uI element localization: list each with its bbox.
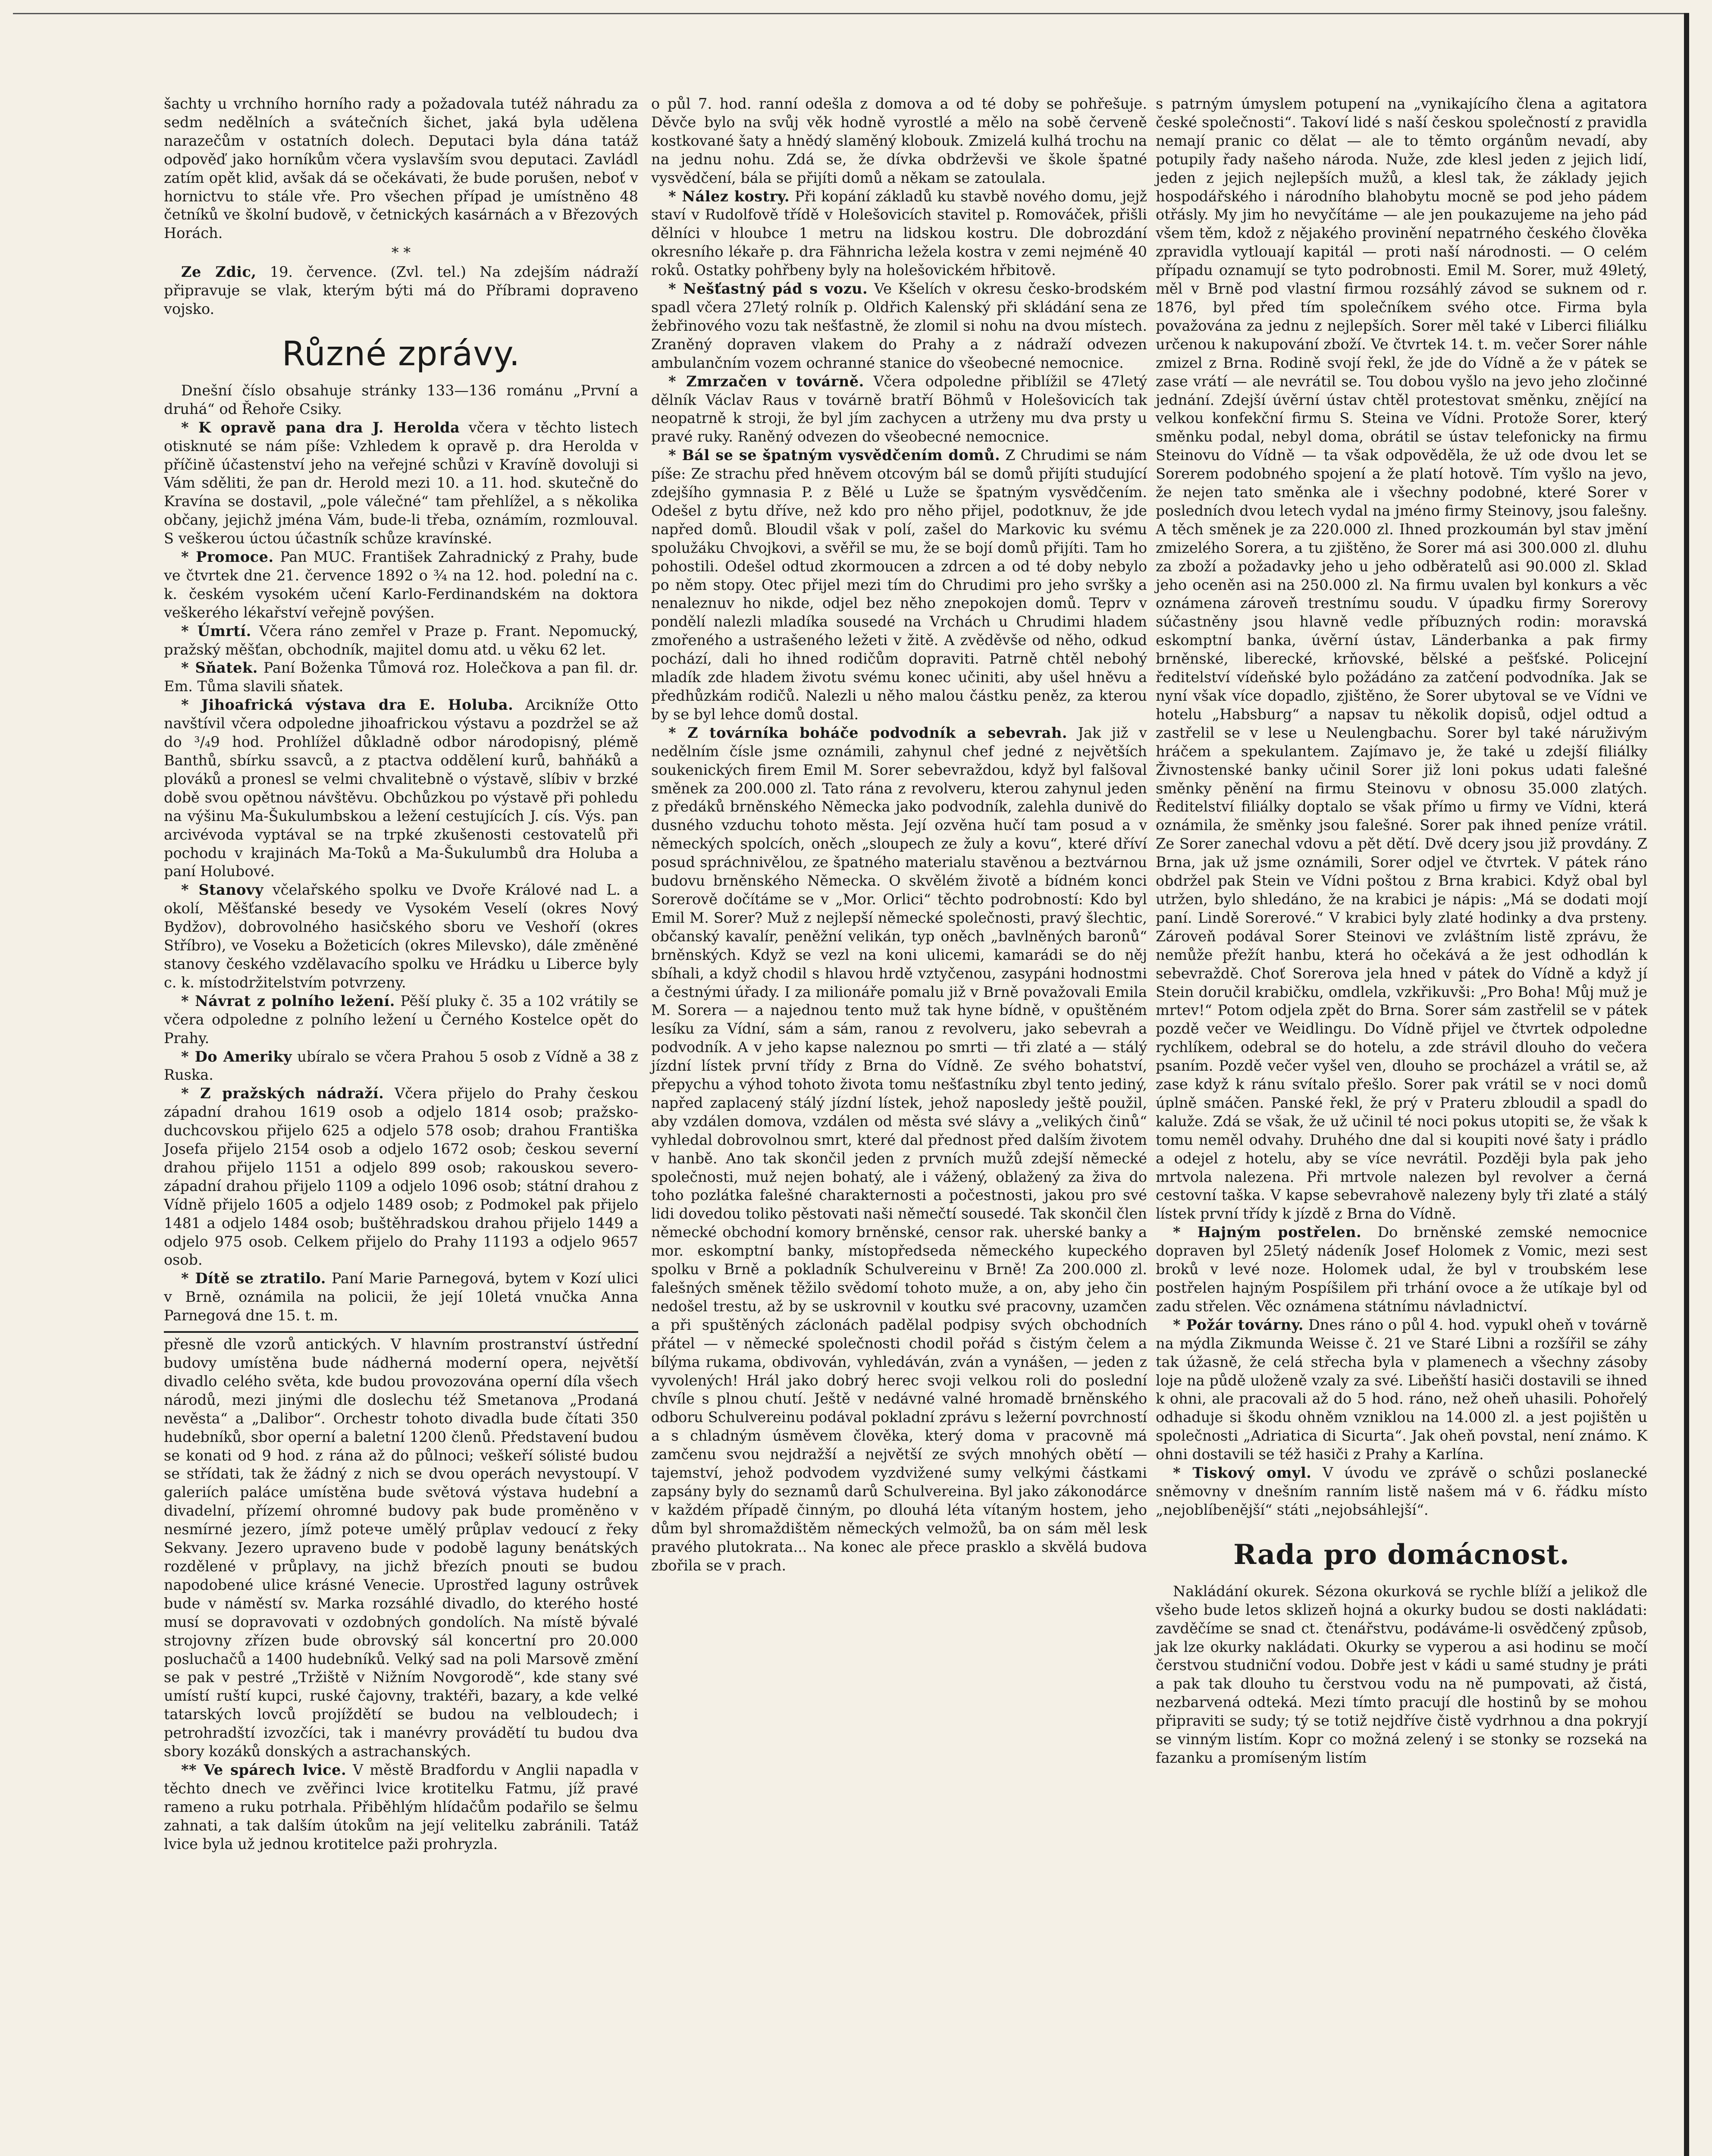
article-heading: * Dítě se ztratilo. [181, 1270, 326, 1287]
article-body: Arcikníže Otto navštívil včera odpoledne jihoafrickou výstavu a pozdržel se až do ³/₄9 hod. Prohlížel důkladně odbor národopisný, plémě Banthů, sbírku ssavců, a z ptactva oddělení kurů, bahňáků a plováků a pronesl se velmi chvalitebně o výstavě, slíbiv v brzké době svou opětnou návštěvu. Obchůzkou po výstavě při pohledu na výšinu Ma-Šukulumbskou a ležení cestujících J. cís. Výs. pan arcivévoda vyptával se na trpké zkušenosti cestovatelů při pochodu v krajinách Ma-Toků a Ma-Šukulumbů dra Holuba a paní Holubové. [164, 696, 638, 880]
article-heading: * Návrat z polního ležení. [181, 992, 395, 1009]
article-body: Dnes ráno o půl 4. hod. vypukl oheň v továrně na mýdla Zikmunda Weisse č. 21 ve Staré Libni a rozšířil se záhy tak úžasně, že celá střecha byla v plamenech a všechny zásoby loje na půdě uloženě vzaly za své. Libeňští hasiči dostavili se ihned k ohni, ale pracovali až do 5 hod. ráno, než oheň uhasili. Pohořelý odhaduje si škodu ohněm vzniklou na 14.000 zl. a jest pojištěn u společnosti „Adriatica di Sicurta“. Jak oheň povstal, není známo. K ohni dostavili se též hasiči z Prahy a Karlína. [1156, 1316, 1647, 1463]
separator-stars: * * [391, 244, 411, 261]
article-navrat [164, 992, 638, 1048]
article-body: ubíralo se včera Prahou 5 osob z Vídně a 38 z Ruska. [164, 1048, 638, 1084]
article-umrti [164, 622, 638, 659]
section-title-rada-pro-domacnost: Rada pro domácnost. [1233, 1538, 1570, 1571]
column-1 [164, 95, 638, 1853]
column-2 [651, 95, 1147, 1575]
article-heading: * Jihoafrická výstava dra E. Holuba. [181, 696, 514, 714]
article-heading: * Do Ameriky [181, 1048, 292, 1065]
article-tovarne [651, 373, 1147, 447]
article-body: Paní Boženka Tůmová roz. Holečkova a pan fil. dr. Em. Tůma slavili sňatek. [164, 659, 638, 695]
article-podvodnik [651, 724, 1147, 1575]
right-edge-rule [1684, 13, 1689, 2156]
article-heading: * Zmrzačen v továrně. [668, 373, 864, 390]
article-body: V městě Bradfordu v Anglii napadla v těchto dnech ve zvěřinci lvice krotitelku Fatmu, jíž pravé rameno a ruku potrhala. Přiběhlým hlídačům podařilo se šelmu zahnati, a tak dalším útokům na její velitelku zabránili. Tatáž lvice byla už jednou krotitelce paži prohryzla. [164, 1761, 638, 1852]
article-continuation: šachty u vrchního horního rady a požadovala tutéž náhradu za sedm nedělních a svátečních šichet, jaká byla udělena narazečům v ostatních dolech. Deputaci byla dána tatáž odpověď jako horníkům včera vyslavším svou deputaci. Zavládl zatím opět klid, avšak dá se očekávati, že bude porušen, neboť v hornictvu to stále vře. Pro všechen případ je umístněno 48 četníků ve školní budově, v četnických kasárnách a v Březových Horách. [164, 95, 638, 242]
article-promoce [164, 548, 638, 622]
article-heading: * Z továrníka boháče podvodník a sebevrah. [668, 724, 1067, 741]
article-heading: Ze Zdic, [181, 263, 257, 281]
article-heading: * Hajným postřelen. [1173, 1224, 1362, 1241]
article-omyl [1156, 1464, 1647, 1520]
article-vystava [164, 696, 638, 881]
column-3 [1156, 95, 1647, 1767]
article-postrelen [1156, 1223, 1647, 1316]
article-nadrazi [164, 1084, 638, 1269]
article-heading: * Požár továrny. [1173, 1316, 1304, 1333]
article-body: 19. července. (Zvl. tel.) Na zdejším nádraží připravuje se vlak, kterým býti má do Příbrami dopraveno vojsko. [164, 263, 638, 317]
roman-notice: Dnešní číslo obsahuje stránky 133—136 románu „První a druhá“ od Řehoře Csiky. [164, 382, 638, 417]
article-amerika [164, 1048, 638, 1085]
column-divider [164, 1331, 638, 1333]
article-heading: * Stanovy [181, 881, 263, 899]
article-heading: * Z pražských nádraží. [181, 1085, 384, 1102]
article-body: Při kopání základů ku stavbě nového domu, jejž staví v Rudolfově třídě v Holešovicích stavitel p. Romováček, přišli dělníci v hloubce 1 metru na lidskou kostru. Dle dobrozdání okresního lékaře p. dra Fähnricha ležela kostra v zemi nejméně 40 roků. Ostatky pohřbeny byly na holešovickém hřbitově. [651, 188, 1148, 279]
article-bal [651, 446, 1147, 724]
article-heading: * Promoce. [181, 548, 274, 566]
article-body: včelařského spolku ve Dvoře Králové nad L. a okolí, Měšťanské besedy ve Vysokém Veselí (okres Nový Bydžov), dobrovolného hasičského sboru ve Veshoří (okres Stříbro), ve Voseku a Božeticích (okres Milevsko), dále změněné stanovy českého vzdělavacího spolku ve Hrádku u Liberce byly c. k. místodržitelstvím potvrzeny. [164, 881, 638, 991]
article-snatek [164, 659, 638, 696]
article-body: V úvodu ve zprávě o schůzi poslanecké sněmovny v dnešním ranním listě našem má v 6. řádku místo „nejoblíbenější“ státi „nejobsáhlejší“. [1156, 1464, 1647, 1518]
article-heading: * Nešťastný pád s vozu. [668, 280, 868, 298]
article-heading: * Tiskový omyl. [1173, 1464, 1312, 1482]
article-zdice [164, 263, 638, 319]
article-body: Pěší pluky č. 35 a 102 vrátily se včera odpoledne z polního ležení u Černého Kostelce opět do Prahy. [164, 992, 639, 1047]
article-body: včera v těchto listech otisknuté se nám píše: Vzhledem k opravě p. dra Herolda v příčině účastenství jeho na veřejné schůzi v Kravíně dovoluji si Vám sděliti, že pan dr. Herold mezi 10. a 11. hod. skutečně do Kravína se dostavil, „pole válečné“ tam přehlížel, a s několika občany, jejichž jména Vám, bude-li třeba, oznámím, rozmlouval. S veškerou úctou účastník schůze kravínské. [164, 419, 639, 547]
article-continuation: o půl 7. hod. ranní odešla z domova a od té doby se pohřešuje. Děvče bylo na svůj věk hodně vyrostlé a mělo na sobě červeně kostkované šaty a hnědý slaměný klobouk. Zmizelá kulhá trochu na na jednu nohu. Zdá se, že dívka obdrževši ve škole špatné vysvědčení, bála se přijíti domů a někam se zatoulala. [651, 95, 1147, 186]
article-body: Včera přijelo do Prahy českou západní drahou 1619 osob a odjelo 1814 osob; pražsko-duchcovskou přijelo 625 a odjelo 578 osob; drahou Františka Josefa přijelo 2154 osob a odjelo 1672 osob; českou severní drahou přijelo 1151 a odjelo 899 osob; rakouskou severo-západní drahou přijelo 1109 a odjelo 1096 osob; státní drahou z Vídně přijelo 1605 a odjelo 1489 osob; z Podmokel pak přijelo 1481 a odjelo 1484 osob; buštěhradskou drahou přijelo 1449 a odjelo 975 osob. Celkem přijelo do Prahy 11193 a odjelo 9657 osob. [164, 1085, 639, 1269]
article-pad [651, 280, 1147, 373]
article-body: Ve Kšelích v okresu česko-brodském spadl včera 27letý rolník p. Oldřich Kalenský při skládání sena ze žebřinového vozu tak nešťastně, že zlomil si nohu na dvou místech. Zraněný dopraven vlakem do Prahy a z nádraží odvezen ambulančním vozem ochranné stanice do všeobecné nemocnice. [651, 280, 1147, 371]
article-body: Do brněnské zemské nemocnice dopraven byl 25letý nádeník Josef Holomek z Vomic, mezi sest broků v levé noze. Holomek udal, že byl v troubském lese postřelen hajným Pospíšilem při trhání ovoce a že utíkaje byl od zadu střelen. Věc oznámena státnímu návladnictví. [1156, 1224, 1647, 1315]
article-dite [164, 1269, 638, 1325]
article-lvice [164, 1761, 638, 1854]
article-heading: * Bál se se špatným vysvědčením domů. [668, 447, 1000, 464]
article-heading: * K opravě pana dra J. Herolda [181, 419, 460, 436]
article-okurky: Nakládání okurek. Sézona okurková se rychle blíží a jelikož dle všeho bude letos sklizeň hojná a okurky budou se dosti nakládati: zavděčíme se snad ct. čtenářstvu, podáváme-li osvědčený způsob, jak lze okurky nakládati. Okurky se vyperou a asi hodinu se močí čerstvou studniční vodou. Dobře jest v kádi u samé studny je práti a pak tak dlouho tu čerstvou vodu na ně pumpovati, až čistá, nezbarvená odteká. Mezi tímto pracují dle hostinů by se mohou připraviti se sudy; tý se totiž nejdříve čistě vydrhnou a dna pokryjí se vinným listím. Kopr co možná zelený i se stonky se rozseká na fazanku a promíseným listím [1156, 1583, 1647, 1766]
article-body: Jak již v nedělním čísle jsme oznámili, zahynul chef jedné z největších soukenických firem Emil M. Sorer sebevraždou, když byl falšoval směnek za 200.000 zl. Tato rána z revolveru, kterou zahynul jeden z předáků brněnského Německa jako podvodník, zalehla dunivě do dusného vzduchu tohoto města. Její ozvěna hučí tam posud a v německých spolcích, oněch „sloupech ze žuly a kovu“, které dříví posud spráchnivělou, ze špatného materialu stavěnou a beztvárnou budovu brněnského Německa. O skvělém životě a bídném konci Sorerově dočítáme se v „Mor. Orlici“ těchto podrobností: Kdo byl Emil M. Sorer? Muž z nejlepší německé společnosti, pravý šlechtic, občanský kavalír, peněžní velikán, typ oněch „bavlněných baronů“ brněnských. Když se vezl na koni ulicemi, kamarádi se do něj sbíhali, a když chodil s hlavou hrdě vztyčenou, zasypáni hodnostmi a čestnými úřady. I za milionáře pomalu již v Brně považovali Emila M. Sorera — a najednou tento muž tak hyne bídně, v opuštěném lesíku za Vídní, sám a sám, ranou z revolveru, jako sebevrah a podvodník. A v jeho kapse naleznou po smrti — tři zlaté a — stálý jízdní lístek první třídy z Brna do Vídně. Ze svého bohatství, přepychu a výhod tohoto života tomu nešťastníku zbyl tento jediný, napřed zaplacený stálý jízdní lístek, jehož naposledy ještě použil, aby vzdálen domova, vzdálen od města své slávy a „velikých činů“ vyhledal dobrovolnou smrt, které dal přednost před dalším životem v hanbě. Ano tak skončil jeden z prvních mužů zdejší německé společnosti, muž nejen bohatý, ale i vážený, oblažený za živa do toho pozlátka falešné charakternosti a počestnosti, jakou pro své lidi dovedou toliko pěstovati naši němečtí sousedé. Tak skončil člen německé obchodní komory brněnské, censor rak. uherské banky a mor. eskomptní banky, místopředseda německého kupeckého spolku v Brně a pokladník Schulvereinu v Brně! Za 200.000 zl. falešných směnek těžilo svědomí tohoto muže, a on, aby jeho čin nedošel trestu, až by se uskrovnil v koutku své pracovny, uzamčen a při spuštěných záclonách padělal podpisy svých obchodních přátel — v německé společnosti chodil pořád s čistým čelem a bílýma rukama, obdivován, vyhledáván, zván a vynášen, — jeden z vyvolených! Hrál jako dobrý herec svoji velkou roli do poslední chvíle s plnou chutí. Ještě v nedávné valné hromadě brněnského odboru Schulvereinu podával pokladní zprávu s ležerní povrchností a s chladným úsměvem člověka, který doma v pracovně má zamčenu svou nejdražší a největší ze svých mnohých obětí — tajemství, jehož podvodem vyzdvižené sumy velkými částkami zapsány byly do seznamů darů Schulvereina. Byl jako zákonodárce v každém případě činným, po dlouhá léta vítaným hostem, jeho dům byl shromaždištěm německých velmožů, ba on sám měl lesk pravého plutokrata... Na konec ale přece prasklo a skvělá budova zbořila se v prach. [651, 724, 1147, 1574]
article-heading: * Sňatek. [181, 659, 258, 677]
article-kostry [651, 188, 1147, 280]
article-body: Včera ráno zemřel v Praze p. Frant. Nepomucký, pražský měšťan, obchodník, majitel domu atd. u věku 62 let. [164, 622, 638, 658]
article-paris-exhibition: přesně dle vzorů antických. V hlavním prostranství ústřední budovy umístěna bude nádherná moderní opera, největší divadlo celého světa, kde budou provozována operní díla všech národů, mezi jinými dle doslechu též Smetanova „Prodaná nevěsta“ a „Dalibor“. Orchestr tohoto divadla bude čítati 350 hudebníků, sbor operní a baletní 1200 členů. Představení budou se konati od 9 hod. z rána až do půlnoci; veškeří sólisté budou se střídati, tak že žádný z nich se dvou operách nevystoupí. V galeriích paláce umístěna bude světová výstava hudební a divadelní, přízemí ohromné budovy pak bude proměněno v nesmírné jezero, jímž potече umělý průplav vedoucí z řeky Sekvany. Jezero upraveno bude v podobě laguny benátských rozdělené v průplavy, na jichž březích pnouti se budou napodobené ulice krásné Venecie. Uprostřed laguny ostrůvek bude v náměstí sv. Marka rozsáhlé divadlo, do kterého hosté musí se dopravovati v ozdobných gondolích. Na místě bývalé strojovny zřízen bude obrovský sál koncertní pro 20.000 posluchačů a 1400 hudebníků. Velký sad na poli Marsově změní se pak v pestré „Tržiště v Nižním Novgorodě“, kde stany své umístí ruští kupci, ruské čajovny, traktéři, bazary, a kde velké tatarských lovců projíždětí se budou na velbloudech; i petrohradští izvozčíci, tak i manévry provádětí tu budou dva sbory kozáků donských a astrachanských. [164, 1336, 638, 1760]
article-heading: * Úmrtí. [181, 622, 251, 639]
article-pozar [1156, 1316, 1647, 1464]
article-stanovy [164, 881, 638, 992]
article-herold [164, 419, 638, 548]
article-heading: * Nález kostry. [668, 188, 790, 205]
article-body: Z Chrudimi se nám píše: Ze strachu před hněvem otcovým bál se domů přijíti studující zdejšího gymnasia P. z Bělé u Luže se špatným vysvědčením. Odešel z bytu dříve, než kdo pro něho přijel, podotknuv, že jde napřed domů. Bloudil však v polí, zašel do Markovic ku svému spolužáku Chvojkovi, a svěřil se mu, že se bojí domů přijíti. Tam ho pohostili. Odešel odtud zkormoucen a zdrcen a od té doby nebylo po něm stopy. Otec přijel mezi tím do Chrudimi pro jeho svršky a nenaleznuv ho nikde, odjel bez něho znepokojen domů. Teprv v pondělí nalezli mladíka sousedé na Vrchách u Chrudimi hladem zmořeného a ustrašeného ležeti v žitě. A zvěděvše od něho, odkud pochází, dali ho ihned rodičům dopraviti. Patrně chtěl nebohý mladík zde hladem životu svému konec učiniti, aby ušel hněvu a předhůzkám rodičů. Nalezli u něho malou částku peněz, za kterou by se byl lehce domů dostal. [651, 447, 1147, 723]
section-title-ruzne-zpravy: Různé zprávy. [282, 334, 520, 373]
article-continuation: s patrným úmyslem potupení na „vynikajícího člena a agitatora české společnosti“. Takoví lidé s naší českou společností z pravidla nemají pranic co dělat — ale to těmto orgánům nevadí, aby potupily řady našeho národa. Nuže, zde klesl jeden z jejich lidí, jeden z jejich nejlepších mužů, a klesl tak, že základy jejich hospodářského i národního blahobytu mocně se pod jeho pádem otřásly. My jim ho nevyčítáme — ale jen poukazujeme na jeho pád všem těm, kdož z nějakého provinění nepatrného českého člověka zpravidla vytlouají kapitál — proti naší národnosti. — O celém případu oznamují se tyto podrobnosti. Emil M. Sorer, muž 49letý, měl v Brně pod vlastní firmou rozsáhlý závod se suknem od r. 1876, byl před tím společníkem svého otce. Firma byla považována za jednu z nejlepších. Sorer měl také v Liberci filiálku určenou k nakupování zboží. Ve čtvrtek 14. t. m. večer Sorer náhle zmizel z Brna. Rodině svojí řekl, že jde do Vídně a že v pátek se zase vrátí — ale nevrátil se. Tou dobou vyšlo na jevo jeho zločinné jednání. Zdejší úvěrní ústav chtěl protestovat směnku, znějící na velkou konfekční firmu S. Steina ve Vídni. Protože Sorer, který směnku podal, nebyl doma, obrátil se ústav telefonicky na firmu Steinovu do Vídně — ta však odpověděla, že už ode dvou let se Sorerem podobného spojení a že platí hotově. Tím vyšlo na jevo, že nejen tato směnka ale i všechny podobné, které Sorer v posledních dvou letech vydal na jméno firmy Steinovy, jsou falešny. A těch směnek je za 220.000 zl. Ihned prozkoumán byl stav jmění zmizelého Sorera, a tu zjištěno, že Sorer má asi 300.000 zl. dluhu za zboží a požadavky jeho u jeho odběratelů asi 90.000 zl. Sklad jeho oceněn asi na 250.000 zl. Na firmu uvalen byl konkurs a věc oznámena zároveň trestnímu soudu. V úpadku firmy Sorerovy súčastněny jsou hlavně vedle příbuzných rodin: moravská eskomptní banka, úvěrní ústav, Länderbanka a pak firmy brněnské, liberecké, krňovské, bělské a pešťské. Policejní ředitelství vídeňské bylo požádáno za zatčení podvodníka. Jak se nyní však více dopadlo, zjištěno, že Sorer ubytoval se ve Vídni ve hotelu „Habsburg“ a napsav tu několik dopisů, odjel odtud a zastřelil se v lese u Neulengbachu. Sorer byl také náruživým hráčem a spekulantem. Zajímavo je, že také u zdejší filiálky Živnostenské banky učinil Sorer již loni pokus udati falešné směnky pěnění na firmu Steinovu v obnosu 35.000 zlatých. Ředitelství filiálky doptalo se však přímo u firmy ve Vídni, která oznámila, že směnky jsou falešné. Sorer pak ihned peníze vrátil. Ze Sorer zanechal vdovu a pět dětí. Dvě dcery jsou již provdány. Z Brna, jak už jsme oznámili, Sorer odjel ve čtvrtek. V pátek ráno obdržel pak Stein ve Vídni poštou z Brna krabici. Když obal byl utržen, bylo shledáno, že na krabici je nápis: „Má se dodati mojí paní. Lindě Sorerové.“ V krabici byly zlaté hodinky a dva prsteny. Zároveň podával Sorer Steinovi ve zvláštním listě zprávu, že nemůže přežít hanbu, která ho očekává a že jest odhodlán k sebevraždě. Choť Sorerova jela hned v pátek do Vídně a když jí Stein doručil krabičku, omdlela, vzkřikuvši: „Pro Boha! Můj muž je mrtev!“ Potom odjela zpět do Brna. Sorer sám zastřelil se v pátek pozdě večer ve Weidlingu. Do Vídně přijel ve čtvrtek odpoledne rychlíkem, odebral se do hotelu, a zde strávil dlouho do večera psaním. Pozdě večer vyšel ven, dlouho se procházel a vrátil se, až zase když k ránu svítalo přešlo. Sorer pak vrátil se v noci domů úplně smáčen. Panské řekl, že prý v Prateru zbloudil a spadl do kaluže. Zdá se však, že už učinil té noci pokus utopiti se, že však k tomu neměl odvahy. Druhého dne dal si koupiti nové šaty i prádlo a odejel z hotelu, aby se více nevrátil. Později byla pak jeho mrtvola nalezena. Při mrtvole nalezen byl revolver a černá cestovní taška. V kapse sebevrahově nalezeny byly tři zlaté a stálý lístek první třídy k jízdě z Brna do Vídně. [1156, 95, 1647, 1222]
article-body: Pan MUC. František Zahradnický z Prahy, bude ve čtvrtek dne 21. července 1892 o ¾ na 12. hod. polední na c. k. českém vysokém učení Karlo-Ferdinandském na doktora veškerého lékařství veřejně povýšen. [164, 548, 639, 621]
article-heading: ** Ve spárech lvice. [181, 1761, 347, 1778]
article-body: Včera odpoledne přiblížil se 47letý dělník Václav Raus v továrně bratří Böhmů v Holešovicích tak neopatrně k stroji, že byl jím zachycen a utrženy mu dva prsty u pravé ruky. Raněný odvezen do všeobecné nemocnice. [651, 373, 1147, 445]
article-body: Paní Marie Parnegová, bytem v Kozí ulici v Brně, oznámila na policii, že její 10letá vnučka Anna Parnegová dne 15. t. m. [164, 1270, 638, 1324]
top-rule [13, 13, 1686, 14]
